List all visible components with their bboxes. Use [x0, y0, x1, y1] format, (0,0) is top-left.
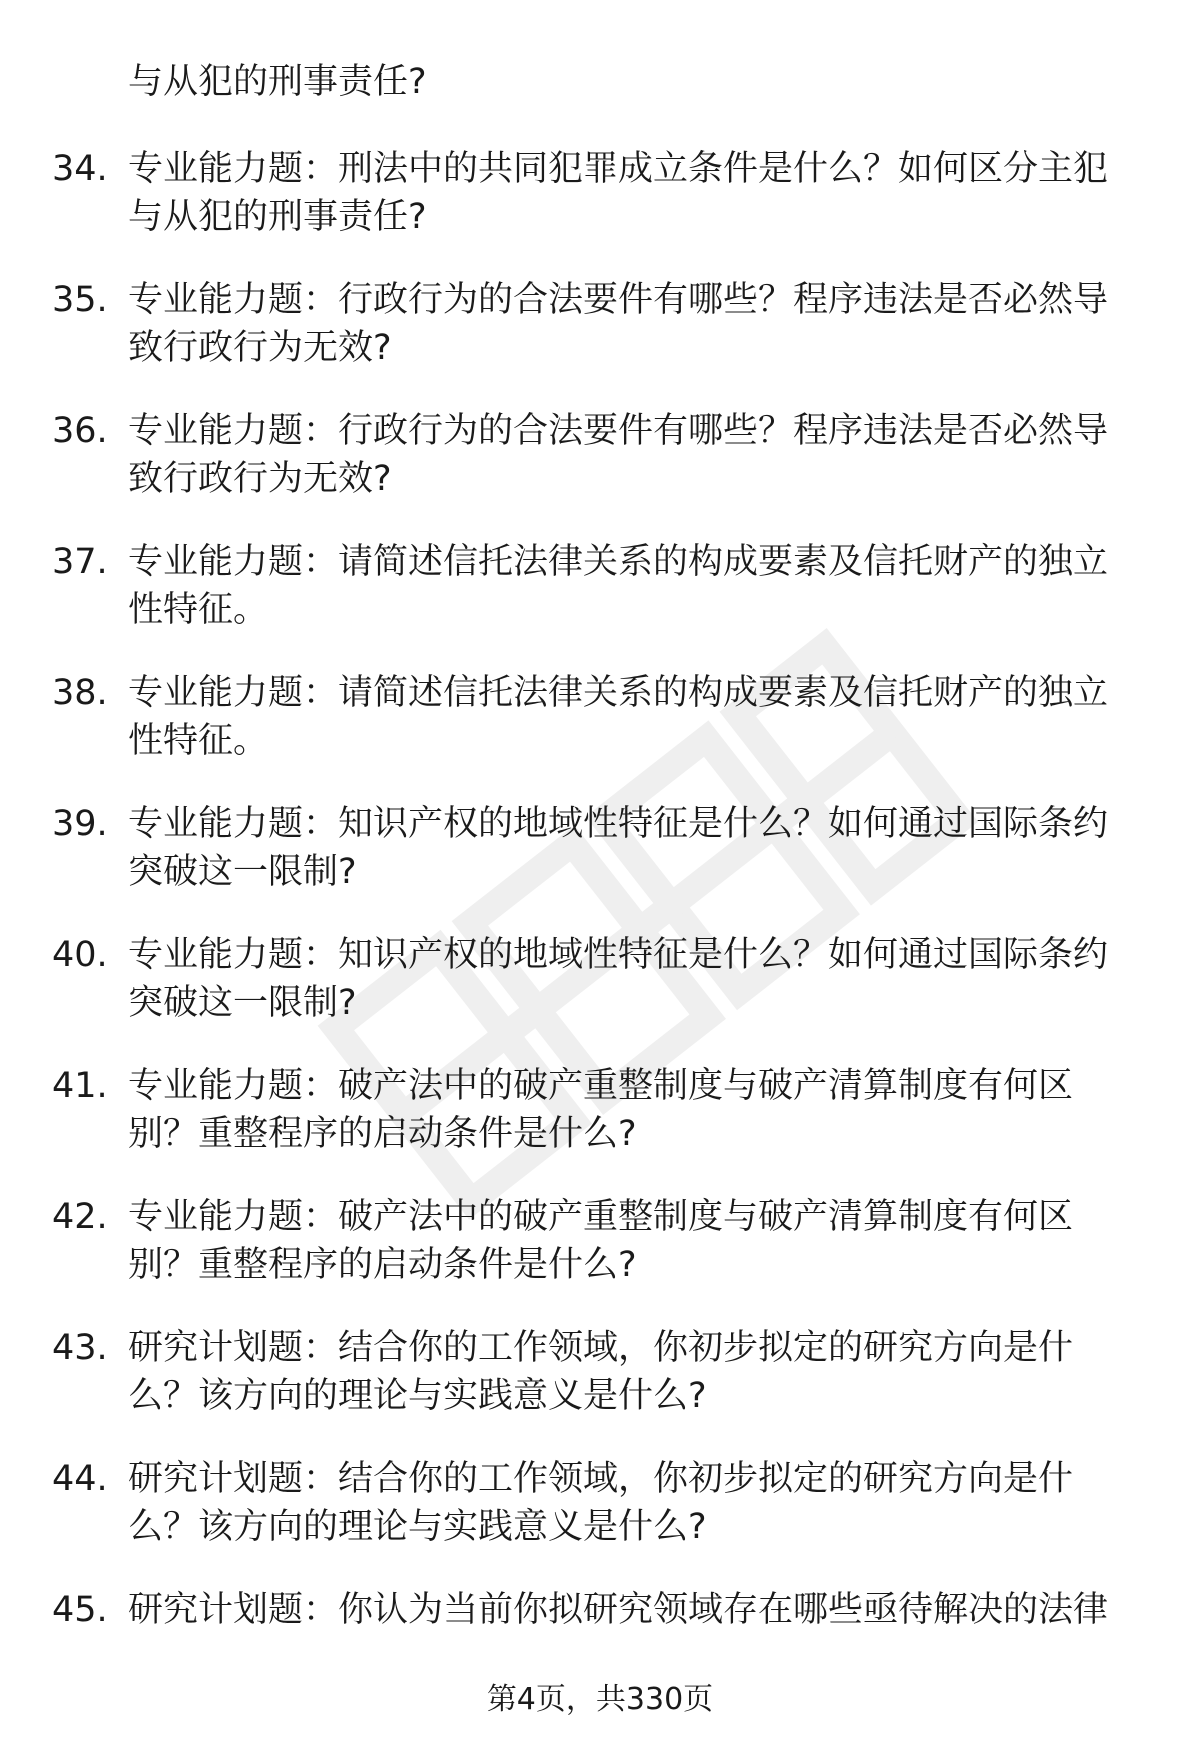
question-text-line: 性特征。 — [128, 590, 269, 630]
question-item — [0, 538, 1200, 669]
question-text-line: 与从犯的刑事责任? — [128, 197, 427, 237]
question-item — [0, 931, 1200, 1062]
question-number: 43. — [52, 1328, 108, 1368]
question-text-line: 专业能力题：请简述信托法律关系的构成要素及信托财产的独立 — [128, 673, 1109, 713]
question-number: 44. — [52, 1459, 108, 1499]
question-item — [0, 1062, 1200, 1193]
question-number: 38. — [52, 673, 108, 713]
question-list — [0, 145, 1200, 1717]
question-text-line: 研究计划题：你认为当前你拟研究领域存在哪些亟待解决的法律 — [128, 1590, 1109, 1630]
question-text — [128, 931, 1148, 1027]
question-text-line: 专业能力题：破产法中的破产重整制度与破产清算制度有何区 — [128, 1066, 1074, 1106]
question-number: 41. — [52, 1066, 108, 1106]
question-item — [0, 1455, 1200, 1586]
question-text-line: 专业能力题：刑法中的共同犯罪成立条件是什么？如何区分主犯 — [128, 149, 1109, 189]
question-text-line: 研究计划题：结合你的工作领域，你初步拟定的研究方向是什 — [128, 1459, 1074, 1499]
question-text — [128, 276, 1148, 372]
question-text — [128, 669, 1148, 765]
question-number: 40. — [52, 935, 108, 975]
question-text — [128, 1586, 1148, 1634]
question-text-line: 专业能力题：知识产权的地域性特征是什么？如何通过国际条约 — [128, 935, 1109, 975]
question-text-line: 专业能力题：请简述信托法律关系的构成要素及信托财产的独立 — [128, 542, 1109, 582]
question-item — [0, 407, 1200, 538]
question-number: 37. — [52, 542, 108, 582]
question-number: 35. — [52, 280, 108, 320]
question-text — [128, 800, 1148, 896]
question-text-line: 专业能力题：行政行为的合法要件有哪些？程序违法是否必然导 — [128, 411, 1109, 451]
question-text-line: 么？该方向的理论与实践意义是什么? — [128, 1507, 707, 1547]
question-text — [128, 1193, 1148, 1289]
question-text — [128, 1062, 1148, 1158]
question-text-line: 致行政行为无效? — [128, 328, 392, 368]
question-text-line: 专业能力题：行政行为的合法要件有哪些？程序违法是否必然导 — [128, 280, 1109, 320]
question-item — [0, 1193, 1200, 1324]
page-footer: 第4页，共330页 — [486, 1682, 714, 1717]
question-text-line: 么？该方向的理论与实践意义是什么? — [128, 1376, 707, 1416]
question-number: 34. — [52, 149, 108, 189]
question-number: 42. — [52, 1197, 108, 1237]
question-number: 45. — [52, 1590, 108, 1630]
continuation-line: 与从犯的刑事责任? — [128, 62, 427, 102]
question-item — [0, 1324, 1200, 1455]
question-text — [128, 407, 1148, 503]
question-text-line: 别？重整程序的启动条件是什么? — [128, 1245, 637, 1285]
question-item — [0, 669, 1200, 800]
question-item — [0, 145, 1200, 276]
question-text-line: 专业能力题：破产法中的破产重整制度与破产清算制度有何区 — [128, 1197, 1074, 1237]
question-number: 39. — [52, 804, 108, 844]
question-number: 36. — [52, 411, 108, 451]
question-text — [128, 145, 1148, 241]
question-text-line: 致行政行为无效? — [128, 459, 392, 499]
question-text-line: 突破这一限制? — [128, 852, 357, 892]
question-text-line: 突破这一限制? — [128, 983, 357, 1023]
question-text — [128, 1455, 1148, 1551]
question-text — [128, 538, 1148, 634]
question-text-line: 研究计划题：结合你的工作领域，你初步拟定的研究方向是什 — [128, 1328, 1074, 1368]
question-text — [128, 1324, 1148, 1420]
question-text-line: 别？重整程序的启动条件是什么? — [128, 1114, 637, 1154]
question-text-line: 性特征。 — [128, 721, 269, 761]
question-item — [0, 276, 1200, 407]
question-text-line: 专业能力题：知识产权的地域性特征是什么？如何通过国际条约 — [128, 804, 1109, 844]
question-item — [0, 800, 1200, 931]
